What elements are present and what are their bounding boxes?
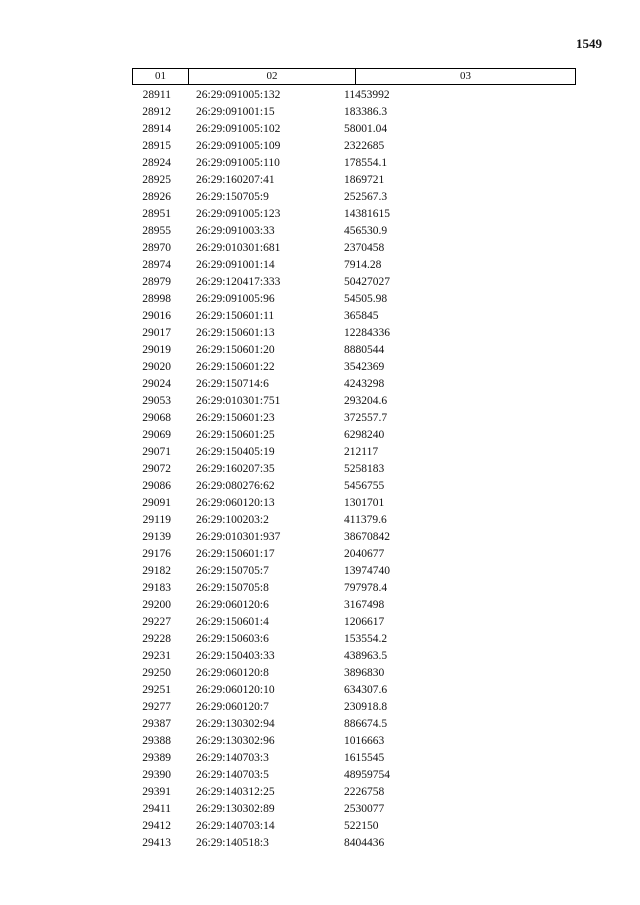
- table-cell-02: 26:29:091005:109: [196, 140, 281, 152]
- table-row: [132, 716, 576, 733]
- table-row: [132, 274, 576, 291]
- table-cell-01: 29231: [142, 650, 171, 662]
- table-row: [132, 325, 576, 342]
- table-cell-02: 26:29:091001:14: [196, 259, 275, 271]
- table-cell-03: 54505.98: [344, 293, 388, 305]
- table-cell-03: 372557.7: [344, 412, 388, 424]
- table-cell-02: 26:29:140703:14: [196, 820, 275, 832]
- table-row: [132, 427, 576, 444]
- table-cell-01: 29176: [142, 548, 171, 560]
- table-cell-01: 29251: [142, 684, 171, 696]
- table-row: [132, 682, 576, 699]
- table-cell-02: 26:29:140518:3: [196, 837, 269, 849]
- table-row: [132, 359, 576, 376]
- table-cell-01: 29020: [142, 361, 171, 373]
- table-cell-02: 26:29:091005:132: [196, 89, 281, 101]
- table-row: [132, 512, 576, 529]
- table-cell-01: 29388: [142, 735, 171, 747]
- table-cell-02: 26:29:091005:123: [196, 208, 281, 220]
- table-cell-02: 26:29:130302:94: [196, 718, 275, 730]
- table-row: [132, 393, 576, 410]
- table-cell-03: 4243298: [344, 378, 385, 390]
- table-cell-02: 26:29:140312:25: [196, 786, 275, 798]
- table-cell-01: 29412: [142, 820, 171, 832]
- table-row: [132, 461, 576, 478]
- table-cell-01: 28924: [142, 157, 171, 169]
- table-cell-01: 29277: [142, 701, 171, 713]
- table-cell-01: 28951: [142, 208, 171, 220]
- table-cell-03: 2322685: [344, 140, 385, 152]
- table-row: [132, 240, 576, 257]
- table-cell-02: 26:29:010301:681: [196, 242, 281, 254]
- table-cell-03: 3542369: [344, 361, 385, 373]
- table-cell-03: 230918.8: [344, 701, 388, 713]
- table-row: [132, 767, 576, 784]
- table-cell-02: 26:29:150601:11: [196, 310, 275, 322]
- table-cell-03: 3167498: [344, 599, 385, 611]
- table-cell-03: 153554.2: [344, 633, 388, 645]
- table-cell-03: 5456755: [344, 480, 385, 492]
- table-cell-03: 886674.5: [344, 718, 388, 730]
- table-cell-02: 26:29:060120:8: [196, 667, 269, 679]
- table-cell-02: 26:29:060120:10: [196, 684, 275, 696]
- table-row: [132, 189, 576, 206]
- table-cell-02: 26:29:150601:17: [196, 548, 275, 560]
- table-cell-03: 438963.5: [344, 650, 388, 662]
- table-cell-02: 26:29:100203:2: [196, 514, 269, 526]
- table-cell-03: 178554.1: [344, 157, 388, 169]
- table-cell-03: 11453992: [344, 89, 390, 101]
- table-cell-03: 38670842: [344, 531, 390, 543]
- table-cell-02: 26:29:150705:7: [196, 565, 269, 577]
- table-row: [132, 444, 576, 461]
- table-cell-02: 26:29:091005:102: [196, 123, 281, 135]
- table-cell-02: 26:29:150603:6: [196, 633, 269, 645]
- table-cell-01: 29017: [142, 327, 171, 339]
- table-cell-01: 28970: [142, 242, 171, 254]
- table-row: [132, 529, 576, 546]
- table-row: [132, 376, 576, 393]
- table-row: [132, 597, 576, 614]
- table-cell-03: 183386.3: [344, 106, 388, 118]
- table-cell-01: 28926: [142, 191, 171, 203]
- table-cell-03: 797978.4: [344, 582, 388, 594]
- table-row: [132, 563, 576, 580]
- table-cell-03: 7914.28: [344, 259, 382, 271]
- column-header-01: 01: [133, 69, 189, 84]
- table-cell-02: 26:29:150403:33: [196, 650, 275, 662]
- table-row: [132, 87, 576, 104]
- table-cell-03: 1206617: [344, 616, 385, 628]
- table-cell-03: 2226758: [344, 786, 385, 798]
- table-cell-02: 26:29:080276:62: [196, 480, 275, 492]
- table-cell-03: 365845: [344, 310, 379, 322]
- table-row: [132, 308, 576, 325]
- table-cell-02: 26:29:140703:5: [196, 769, 269, 781]
- table-cell-02: 26:29:091001:15: [196, 106, 275, 118]
- table-cell-02: 26:29:091005:110: [196, 157, 280, 169]
- table-cell-01: 29411: [142, 803, 171, 815]
- table-cell-02: 26:29:060120:6: [196, 599, 269, 611]
- table-cell-01: 29387: [142, 718, 171, 730]
- table-cell-01: 29069: [142, 429, 171, 441]
- table-row: [132, 835, 576, 852]
- table-cell-01: 28914: [142, 123, 171, 135]
- table-cell-03: 12284336: [344, 327, 390, 339]
- table-cell-03: 1869721: [344, 174, 385, 186]
- table-row: [132, 291, 576, 308]
- table-cell-02: 26:29:120417:333: [196, 276, 281, 288]
- table-cell-03: 48959754: [344, 769, 390, 781]
- table-cell-03: 8880544: [344, 344, 385, 356]
- table-cell-01: 29091: [142, 497, 171, 509]
- table-cell-02: 26:29:060120:13: [196, 497, 275, 509]
- table-cell-03: 411379.6: [344, 514, 387, 526]
- table-cell-01: 29391: [142, 786, 171, 798]
- table-cell-02: 26:29:140703:3: [196, 752, 269, 764]
- table-cell-01: 29053: [142, 395, 171, 407]
- table-cell-02: 26:29:010301:751: [196, 395, 281, 407]
- table-row: [132, 410, 576, 427]
- table-cell-03: 2530077: [344, 803, 385, 815]
- table-cell-03: 14381615: [344, 208, 390, 220]
- table-cell-01: 29086: [142, 480, 171, 492]
- table-cell-01: 29250: [142, 667, 171, 679]
- table-cell-02: 26:29:160207:41: [196, 174, 275, 186]
- table-row: [132, 206, 576, 223]
- table-row: [132, 750, 576, 767]
- table-row: [132, 478, 576, 495]
- table-row: [132, 614, 576, 631]
- table-cell-01: 29071: [142, 446, 171, 458]
- table-body: [132, 87, 576, 852]
- table-cell-01: 29024: [142, 378, 171, 390]
- table-cell-03: 5258183: [344, 463, 385, 475]
- table-cell-01: 29227: [142, 616, 171, 628]
- table-row: [132, 648, 576, 665]
- table-row: [132, 665, 576, 682]
- table-cell-02: 26:29:150405:19: [196, 446, 275, 458]
- table-cell-01: 29016: [142, 310, 171, 322]
- table-cell-02: 26:29:060120:7: [196, 701, 269, 713]
- table-cell-01: 29072: [142, 463, 171, 475]
- table-cell-01: 28998: [142, 293, 171, 305]
- column-header-02: 02: [189, 69, 356, 84]
- table-cell-02: 26:29:150705:9: [196, 191, 269, 203]
- table-cell-01: 29228: [142, 633, 171, 645]
- table-row: [132, 546, 576, 563]
- table-cell-01: 28911: [142, 89, 171, 101]
- table-cell-03: 212117: [344, 446, 379, 458]
- table-cell-02: 26:29:150601:22: [196, 361, 275, 373]
- table-cell-01: 28974: [142, 259, 171, 271]
- table-cell-03: 3896830: [344, 667, 385, 679]
- table-cell-03: 58001.04: [344, 123, 388, 135]
- table-cell-02: 26:29:091003:33: [196, 225, 275, 237]
- table-cell-01: 29389: [142, 752, 171, 764]
- table-cell-02: 26:29:150601:25: [196, 429, 275, 441]
- table-row: [132, 172, 576, 189]
- table-cell-01: 29390: [142, 769, 171, 781]
- table-cell-03: 1615545: [344, 752, 385, 764]
- table-cell-02: 26:29:150601:23: [196, 412, 275, 424]
- table-cell-02: 26:29:130302:89: [196, 803, 275, 815]
- table-cell-03: 293204.6: [344, 395, 388, 407]
- table-cell-01: 28955: [142, 225, 171, 237]
- table-cell-02: 26:29:150705:8: [196, 582, 269, 594]
- table-cell-03: 50427027: [344, 276, 390, 288]
- page-number: 1549: [576, 36, 602, 51]
- table-row: [132, 784, 576, 801]
- table-cell-03: 8404436: [344, 837, 385, 849]
- table-row: [132, 580, 576, 597]
- table-cell-01: 28979: [142, 276, 171, 288]
- table-cell-02: 26:29:150601:13: [196, 327, 275, 339]
- table-header: [132, 68, 576, 85]
- table-row: [132, 801, 576, 818]
- table-cell-03: 252567.3: [344, 191, 388, 203]
- table-cell-03: 2370458: [344, 242, 385, 254]
- table-cell-01: 29139: [142, 531, 171, 543]
- table-cell-02: 26:29:150601:20: [196, 344, 275, 356]
- table-cell-01: 29413: [142, 837, 171, 849]
- table-cell-02: 26:29:010301:937: [196, 531, 281, 543]
- table-cell-03: 2040677: [344, 548, 385, 560]
- table-cell-02: 26:29:150601:4: [196, 616, 269, 628]
- table-row: [132, 121, 576, 138]
- table-cell-02: 26:29:130302:96: [196, 735, 275, 747]
- table-cell-01: 28915: [142, 140, 171, 152]
- table-cell-03: 13974740: [344, 565, 390, 577]
- table-row: [132, 138, 576, 155]
- table-cell-01: 29200: [142, 599, 171, 611]
- table-cell-01: 29119: [142, 514, 171, 526]
- table-row: [132, 104, 576, 121]
- table-row: [132, 631, 576, 648]
- table-cell-03: 634307.6: [344, 684, 388, 696]
- table-cell-01: 28912: [142, 106, 171, 118]
- table-row: [132, 495, 576, 512]
- column-header-03: 03: [460, 70, 471, 82]
- table-row: [132, 342, 576, 359]
- table-row: [132, 818, 576, 835]
- table-cell-01: 29019: [142, 344, 171, 356]
- table-row: [132, 223, 576, 240]
- table-cell-03: 1301701: [344, 497, 385, 509]
- table-cell-01: 29183: [142, 582, 171, 594]
- table-cell-03: 1016663: [344, 735, 385, 747]
- table-cell-01: 29182: [142, 565, 171, 577]
- table-row: [132, 699, 576, 716]
- table-cell-01: 29068: [142, 412, 171, 424]
- table-cell-02: 26:29:150714:6: [196, 378, 269, 390]
- table-cell-03: 456530.9: [344, 225, 388, 237]
- table-row: [132, 257, 576, 274]
- table-cell-01: 28925: [142, 174, 171, 186]
- table-cell-02: 26:29:091005:96: [196, 293, 275, 305]
- table-cell-02: 26:29:160207:35: [196, 463, 275, 475]
- table-cell-03: 6298240: [344, 429, 385, 441]
- table-row: [132, 155, 576, 172]
- table-cell-03: 522150: [344, 820, 379, 832]
- table-row: [132, 733, 576, 750]
